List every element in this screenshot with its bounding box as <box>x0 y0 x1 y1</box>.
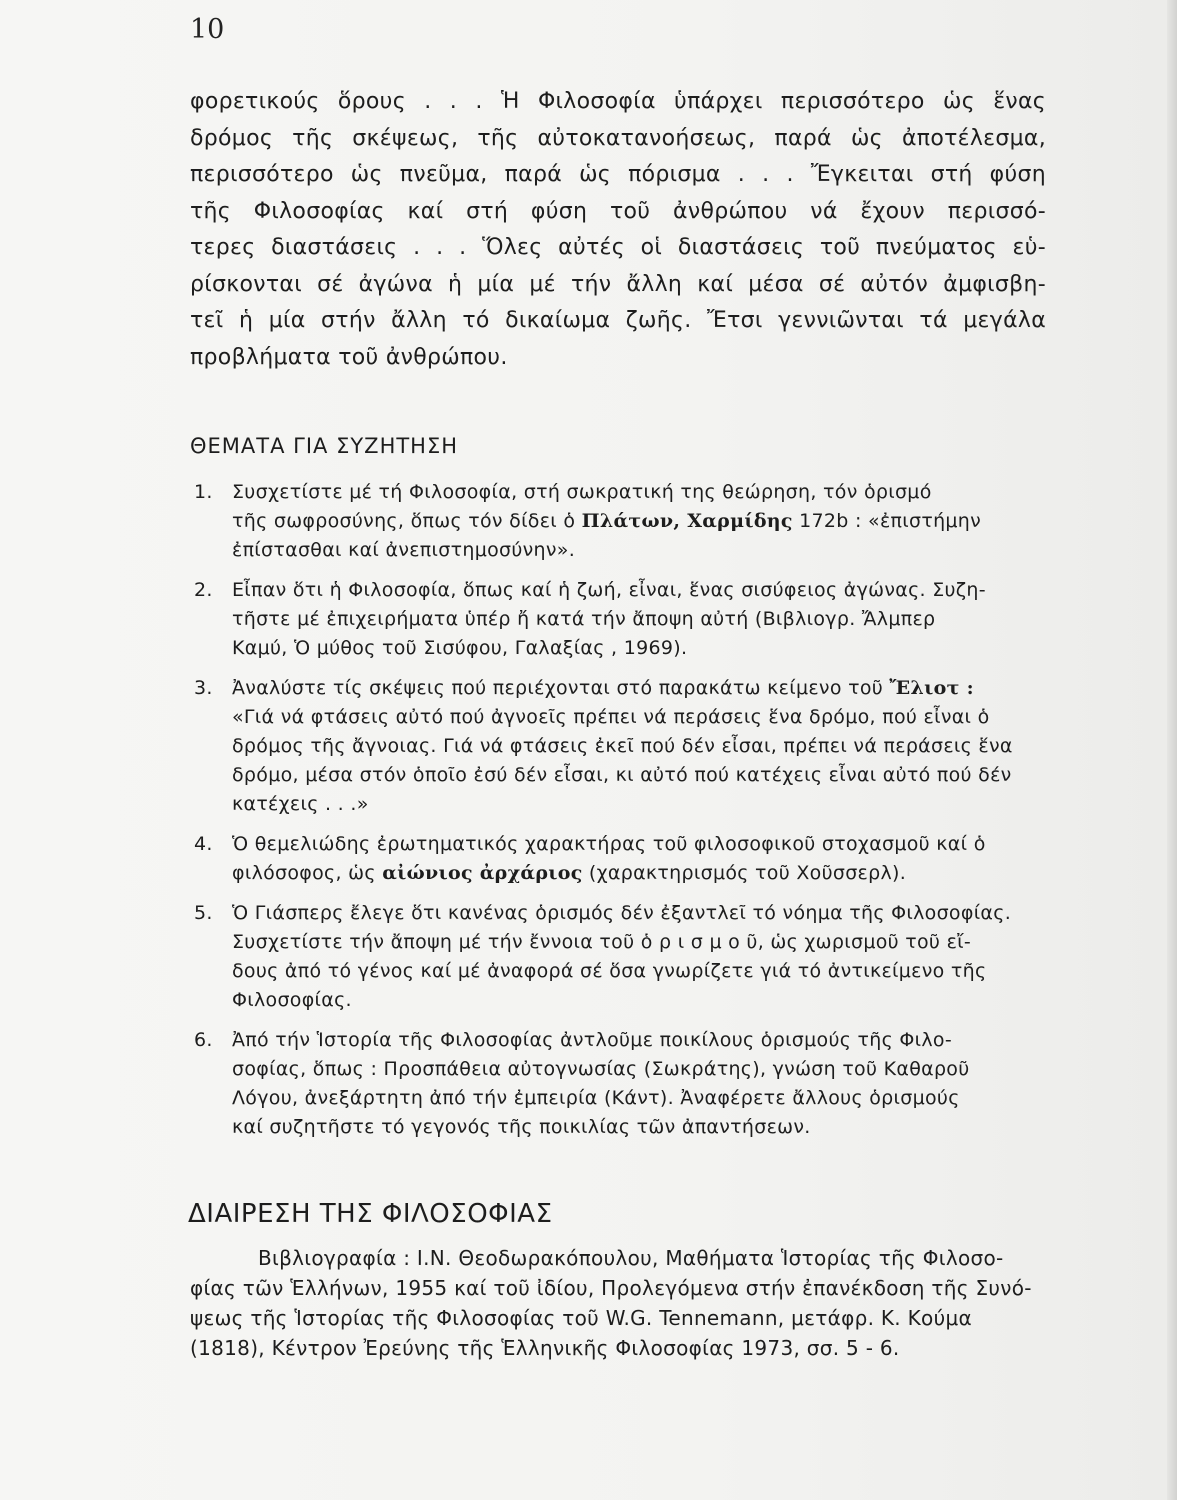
intro-line: τῆς Φιλοσοφίας καί στή φύση τοῦ ἀνθρώπου νά ἔχουν περισσό- <box>190 198 1046 224</box>
item-text: φιλόσοφος, ὡς <box>232 862 383 884</box>
list-item <box>190 899 1046 1015</box>
intro-line: τερες διαστάσεις . . . Ὅλες αὐτές οἱ διαστάσεις τοῦ πνεύματος εὑ- <box>190 235 1046 260</box>
item-bold-reference: αἰώνιος ἀρχάριος <box>382 862 583 884</box>
intro-line: τεῖ ἡ μία στήν ἄλλη τό δικαίωμα ζωῆς. Ἔτσι γεννιῶνται τά μεγάλα <box>190 308 1046 333</box>
item-line: Εἶπαν ὅτι ἡ Φιλοσοφία, ὅπως καί ἡ ζωή, εἶναι, ἕνας σισύφειος ἀγώνας. Συζη- <box>232 579 986 601</box>
item-line: «Γιά νά φτάσεις αὐτό πού ἀγνοεῖς πρέπει νά περάσεις ἕνα δρόμο, πού εἶναι ὁ <box>232 706 990 728</box>
intro-line: προβλήματα τοῦ ἀνθρώπου. <box>190 344 508 370</box>
item-line: καί συζητῆστε τό γεγονός τῆς ποικιλίας τῶν ἀπαντήσεων. <box>232 1116 811 1138</box>
intro-line: περισσότερο ὡς πνεῦμα, παρά ὡς πόρισμα . . . Ἔγκειται στή φύση <box>190 162 1046 187</box>
discussion-heading: ΘΕΜΑΤΑ ΓΙΑ ΣΥΖΗΤΗΣΗ <box>190 434 459 458</box>
list-item <box>190 1026 1046 1142</box>
item-line: ἐπίστασθαι καί ἀνεπιστημοσύνην». <box>232 539 576 561</box>
item-number: 1. <box>194 481 213 503</box>
bibliography <box>190 1243 1046 1363</box>
item-bold-reference: Ἔλιοτ : <box>889 677 974 699</box>
item-text: 172b : «ἐπιστήμην <box>792 510 982 532</box>
page-number: 10 <box>190 14 225 45</box>
page-content <box>190 84 1046 1363</box>
item-line: Φιλοσοφίας. <box>232 989 352 1011</box>
item-line <box>232 859 1046 888</box>
item-line: Ἀπό τήν Ἱστορία τῆς Φιλοσοφίας ἀντλοῦμε ποικίλους ὁρισμούς τῆς Φιλο- <box>232 1029 953 1051</box>
item-line: Ὁ Γιάσπερς ἔλεγε ὅτι κανένας ὁρισμός δέν ἐξαντλεῖ τό νόημα τῆς Φιλοσοφίας. <box>232 902 1012 924</box>
item-line: δρόμος τῆς ἄγνοιας. Γιά νά φτάσεις ἐκεῖ πού δέν εἶσαι, πρέπει νά περάσεις ἕνα <box>232 735 1013 757</box>
item-line: Λόγου, ἀνεξάρτητη ἀπό τήν ἐμπειρία (Κάντ). Ἀναφέρετε ἄλλους ὁρισμούς <box>232 1087 960 1109</box>
item-line: Καμύ, Ὁ μύθος τοῦ Σισύφου, Γαλαξίας , 1969). <box>232 637 688 659</box>
item-line <box>232 674 1046 703</box>
bibliography-line: Βιβλιογραφία : Ι.Ν. Θεοδωρακόπουλου, Μαθήματα Ἱστορίας τῆς Φιλοσο- <box>258 1246 1004 1270</box>
item-line <box>232 507 1046 536</box>
item-line: Ὁ θεμελιώδης ἐρωτηματικός χαρακτήρας τοῦ φιλοσοφικοῦ στοχασμοῦ καί ὁ <box>232 833 986 855</box>
item-bold-reference: Πλάτων, Χαρμίδης <box>581 510 793 532</box>
intro-line: δρόμος τῆς σκέψεως, τῆς αὐτοκατανοήσεως, παρά ὡς ἀποτέλεσμα, <box>190 125 1046 151</box>
section-title: ΔΙΑΙΡΕΣΗ ΤΗΣ ΦΙΛΟΣΟΦΙΑΣ <box>188 1199 553 1229</box>
item-number: 4. <box>194 833 213 855</box>
item-text: (χαρακτηρισμός τοῦ Χοῦσσερλ). <box>582 862 907 884</box>
bibliography-line: φίας τῶν Ἑλλήνων, 1955 καί τοῦ ἰδίου, Προλεγόμενα στήν ἐπανέκδοση τῆς Συνό- <box>190 1276 1032 1300</box>
intro-line: φορετικούς ὅρους . . . Ἡ Φιλοσοφία ὑπάρχει περισσότερο ὡς ἕνας <box>190 89 1046 114</box>
item-line: δρόμο, μέσα στόν ὁποῖο ἐσύ δέν εἶσαι, κι αὐτό πού κατέχεις εἶναι αὐτό πού δέν <box>232 764 1012 786</box>
intro-line: ρίσκονται σέ ἀγώνα ἡ μία μέ τήν ἄλλη καί μέσα σέ αὐτόν ἀμφισβη- <box>190 271 1046 297</box>
item-text: Ἀναλύστε τίς σκέψεις πού περιέχονται στό παρακάτω κείμενο τοῦ <box>232 677 890 699</box>
item-line: κατέχεις . . .» <box>232 793 369 815</box>
item-text: τῆς σωφροσύνης, ὅπως τόν δίδει ὁ <box>232 510 582 532</box>
intro-paragraph <box>190 84 1046 376</box>
list-item <box>190 478 1046 565</box>
list-item <box>190 674 1046 819</box>
page-edge-shadow <box>1167 0 1177 1500</box>
item-line: δους ἀπό τό γένος καί μέ ἀναφορά σέ ὅσα γνωρίζετε γιά τό ἀντικείμενο τῆς <box>232 960 987 982</box>
list-item <box>190 576 1046 663</box>
discussion-list <box>190 478 1046 1142</box>
bibliography-line: ψεως τῆς Ἱστορίας τῆς Φιλοσοφίας τοῦ W.G. Tennemann, μετάφρ. Κ. Κούμα <box>190 1306 972 1330</box>
item-number: 2. <box>194 579 213 601</box>
item-number: 5. <box>194 902 213 924</box>
bibliography-line: (1818), Κέντρον Ἐρεύνης τῆς Ἑλληνικῆς Φιλοσοφίας 1973, σσ. 5 - 6. <box>190 1336 900 1360</box>
item-number: 3. <box>194 677 213 699</box>
item-line: Συσχετίστε μέ τή Φιλοσοφία, στή σωκρατική της θεώρηση, τόν ὁρισμό <box>232 481 932 503</box>
item-line: τῆστε μέ ἐπιχειρήματα ὑπέρ ἤ κατά τήν ἄποψη αὐτή (Βιβλιογρ. Ἄλμπερ <box>232 608 936 630</box>
item-line: Συσχετίστε τήν ἄποψη μέ τήν ἔννοια τοῦ ὁ ρ ι σ μ ο ῦ, ὡς χωρισμοῦ τοῦ εἴ- <box>232 931 972 953</box>
item-line: σοφίας, ὅπως : Προσπάθεια αὐτογνωσίας (Σωκράτης), γνώση τοῦ Καθαροῦ <box>232 1058 970 1080</box>
list-item <box>190 830 1046 888</box>
item-number: 6. <box>194 1029 213 1051</box>
